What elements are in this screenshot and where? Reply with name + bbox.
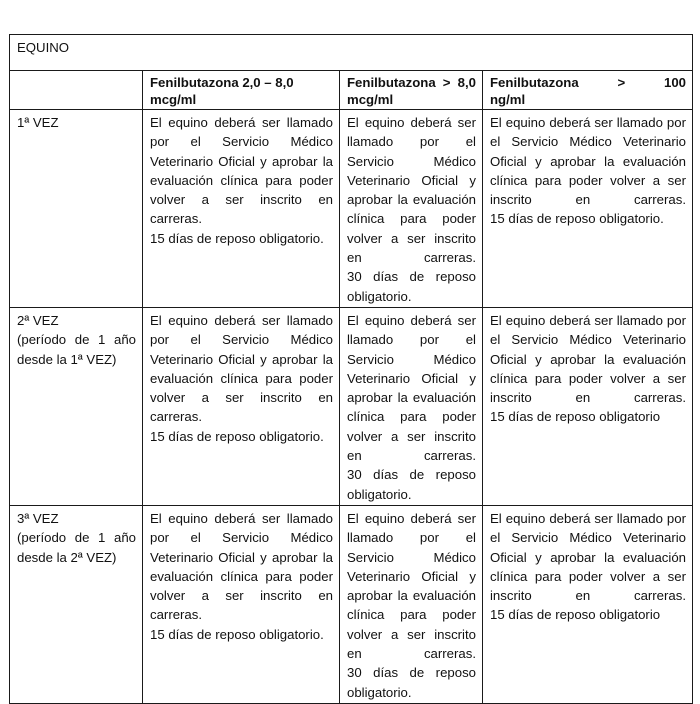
table-cell <box>143 307 340 505</box>
cell-rest-text: 15 días de reposo obligatorio. <box>150 626 324 642</box>
cell-text: El equino deberá ser llamado por el Servicio Médico Veterinario Oficial y aprobar la evaluación clínica para poder volver a ser inscrito en carreras. <box>347 312 476 464</box>
cell-text: El equino deberá ser llamado por el Servicio Médico Veterinario Oficial y aprobar la evaluación clínica para poder volver a ser inscrito en carreras. <box>150 510 333 623</box>
table-cell <box>483 307 693 505</box>
table-title-row <box>10 35 693 71</box>
row-label-line: 2ª VEZ <box>17 312 59 328</box>
row-label-line: 1ª VEZ <box>17 115 59 130</box>
header-col-3 <box>340 71 483 110</box>
table-row <box>10 307 693 505</box>
header-col-2: Fenilbutazona 2,0 – 8,0 mcg/ml <box>143 71 340 110</box>
header-col-3-line-2: mcg/ml <box>347 92 394 107</box>
row-label <box>10 307 143 505</box>
table-cell <box>340 505 483 703</box>
table-cell <box>483 110 693 308</box>
cell-text: El equino deberá ser llamado por el Servicio Médico Veterinario Oficial y aprobar la evaluación clínica para poder volver a ser inscrito en carreras. <box>150 115 333 227</box>
cell-rest-text: 15 días de reposo obligatorio. <box>150 230 324 246</box>
table-cell <box>483 505 693 703</box>
table-title: EQUINO <box>10 35 693 71</box>
cell-text: El equino deberá ser llamado por el Servicio Médico Veterinario Oficial y aprobar la evaluación clínica para poder volver a ser inscrito en carreras. <box>150 312 333 425</box>
row-label <box>10 505 143 703</box>
table-cell <box>340 307 483 505</box>
row-label-line: (período de 1 año <box>17 332 136 348</box>
cell-text: El equino deberá ser llamado por el Servicio Médico Veterinario Oficial y aprobar la evaluación clínica para poder volver a ser inscrito en carreras. <box>490 510 686 604</box>
row-label <box>10 110 143 308</box>
header-col-4-line-2: ng/ml <box>490 92 526 107</box>
cell-rest-text: 15 días de reposo obligatorio <box>490 409 661 425</box>
cell-rest-text: 15 días de reposo obligatorio. <box>150 428 324 444</box>
cell-text: El equino deberá ser llamado por el Servicio Médico Veterinario Oficial y aprobar la evaluación clínica para poder volver a ser inscrito en carreras. <box>347 510 476 662</box>
header-col-4 <box>483 71 693 110</box>
header-col-3-line-1: Fenilbutazona > 8,0 <box>347 75 476 90</box>
cell-text: El equino deberá ser llamado por el Servicio Médico Veterinario Oficial y aprobar la evaluación clínica para poder volver a ser inscrito en carreras. <box>347 115 476 266</box>
cell-rest-text: 30 días de reposo obligatorio. <box>347 269 476 304</box>
table-cell <box>143 110 340 308</box>
cell-text: El equino deberá ser llamado por el Servicio Médico Veterinario Oficial y aprobar la evaluación clínica para poder volver a ser inscrito en carreras. <box>490 115 686 208</box>
cell-rest-text: 30 días de reposo obligatorio. <box>347 665 476 700</box>
row-label-line: (período de 1 año <box>17 530 136 546</box>
table-cell <box>340 110 483 308</box>
cell-text: El equino deberá ser llamado por el Servicio Médico Veterinario Oficial y aprobar la evaluación clínica para poder volver a ser inscrito en carreras. <box>490 312 686 406</box>
table-cell <box>143 505 340 703</box>
cell-rest-text: 15 días de reposo obligatorio <box>490 607 661 623</box>
row-label-line: desde la 1ª VEZ) <box>17 351 117 367</box>
cell-rest-text: 15 días de reposo obligatorio. <box>490 211 664 227</box>
header-empty-cell <box>10 71 143 110</box>
table-header-row <box>10 71 693 110</box>
row-label-line: 3ª VEZ <box>17 510 59 526</box>
sanctions-table <box>9 34 693 704</box>
header-col-4-line-1: Fenilbutazona > 100 <box>490 75 686 90</box>
cell-rest-text: 30 días de reposo obligatorio. <box>347 467 476 502</box>
table-row <box>10 505 693 703</box>
row-label-line: desde la 2ª VEZ) <box>17 549 117 565</box>
table-row <box>10 110 693 308</box>
